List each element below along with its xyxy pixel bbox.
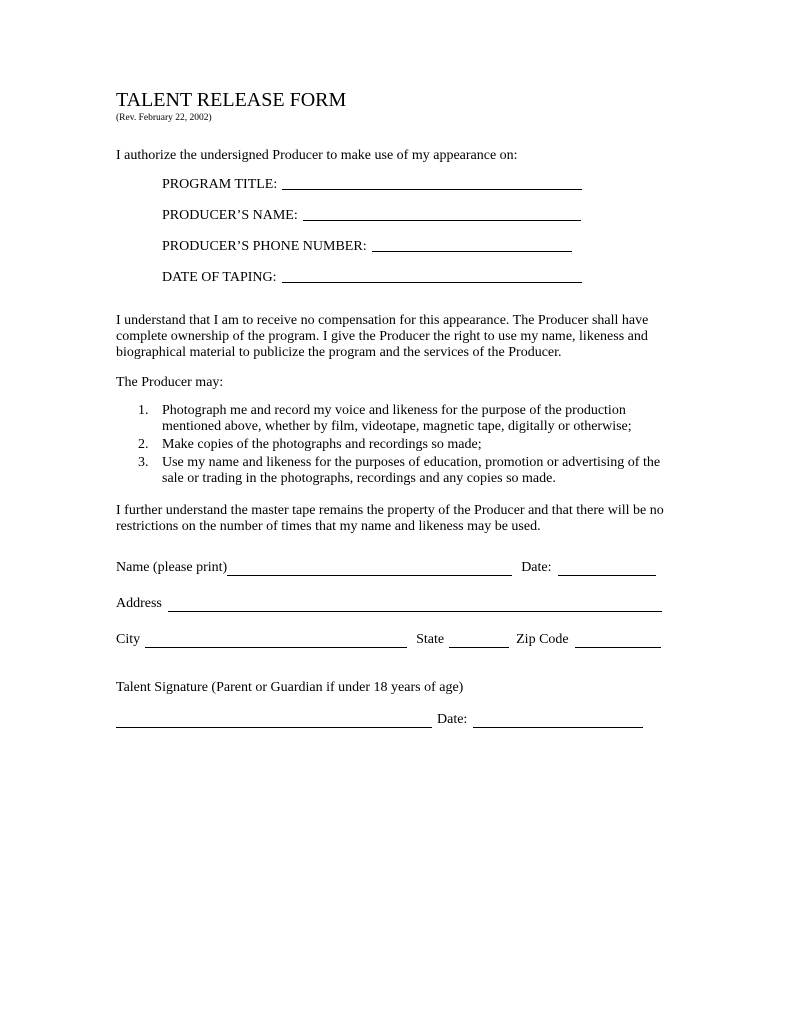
revision-date: (Rev. February 22, 2002) bbox=[116, 113, 212, 123]
address-input-line[interactable] bbox=[168, 599, 662, 612]
list-item bbox=[138, 437, 676, 453]
list-item bbox=[138, 403, 676, 435]
list-text: Use my name and likeness for the purposes of education, promotion or advertising of the sale or trading in the photographs, recordings and any copies so made. bbox=[162, 455, 661, 486]
form-title: TALENT RELEASE FORM bbox=[116, 89, 347, 111]
release-form bbox=[116, 88, 676, 728]
list-number: 1. bbox=[138, 403, 149, 418]
program-fields bbox=[116, 170, 676, 294]
date-of-taping-line[interactable] bbox=[282, 270, 582, 283]
producer-phone-label: PRODUCER’S PHONE NUMBER: bbox=[162, 239, 367, 254]
permissions-list bbox=[116, 403, 676, 487]
date-of-taping-label: DATE OF TAPING: bbox=[162, 270, 277, 285]
program-title-label: PROGRAM TITLE: bbox=[162, 177, 278, 192]
date-of-taping-field[interactable] bbox=[162, 263, 676, 294]
state-input-line[interactable] bbox=[449, 635, 509, 648]
city-label: City bbox=[116, 632, 141, 647]
zip-code-label: Zip Code bbox=[516, 632, 569, 647]
master-tape-paragraph: I further understand the master tape remains the property of the Producer and that there will be no restrictions on the number of times that my name and likeness may be used. bbox=[116, 503, 664, 534]
list-text: Make copies of the photographs and recordings so made; bbox=[162, 437, 482, 452]
producer-phone-line[interactable] bbox=[372, 239, 572, 252]
signature-input-line[interactable] bbox=[116, 715, 432, 728]
list-item bbox=[138, 455, 676, 487]
producer-name-field[interactable] bbox=[162, 201, 676, 232]
producer-name-label: PRODUCER’S NAME: bbox=[162, 208, 298, 223]
compensation-paragraph: I understand that I am to receive no compensation for this appearance. The Producer shall have complete ownership of the program. I give the Producer the right to use my name, likeness and biographical material to publicize the program and the services of the Producer. bbox=[116, 313, 649, 360]
program-title-field[interactable] bbox=[162, 170, 676, 201]
signature-label: Talent Signature (Parent or Guardian if under 18 years of age) bbox=[116, 680, 464, 695]
city-input-line[interactable] bbox=[145, 635, 407, 648]
intro-text: I authorize the undersigned Producer to make use of my appearance on: bbox=[116, 148, 518, 163]
state-label: State bbox=[416, 632, 445, 647]
date-input-line[interactable] bbox=[558, 563, 656, 576]
date-label: Date: bbox=[521, 560, 552, 575]
name-row bbox=[116, 560, 676, 576]
program-title-line[interactable] bbox=[282, 177, 582, 190]
producer-name-line[interactable] bbox=[303, 208, 581, 221]
name-label: Name (please print) bbox=[116, 560, 228, 575]
producer-may-text: The Producer may: bbox=[116, 375, 224, 390]
zip-code-input-line[interactable] bbox=[575, 635, 661, 648]
signature-row bbox=[116, 712, 676, 728]
address-row bbox=[116, 596, 676, 612]
city-row bbox=[116, 632, 676, 648]
signature-date-input-line[interactable] bbox=[473, 715, 643, 728]
list-text: Photograph me and record my voice and likeness for the purpose of the production mentioned above, whether by film, videotape, magnetic tape, digitally or otherwise; bbox=[162, 403, 632, 434]
producer-phone-field[interactable] bbox=[162, 232, 676, 263]
address-label: Address bbox=[116, 596, 162, 611]
list-number: 2. bbox=[138, 437, 149, 452]
signature-date-label: Date: bbox=[437, 712, 468, 727]
list-number: 3. bbox=[138, 455, 149, 470]
name-input-line[interactable] bbox=[227, 563, 512, 576]
